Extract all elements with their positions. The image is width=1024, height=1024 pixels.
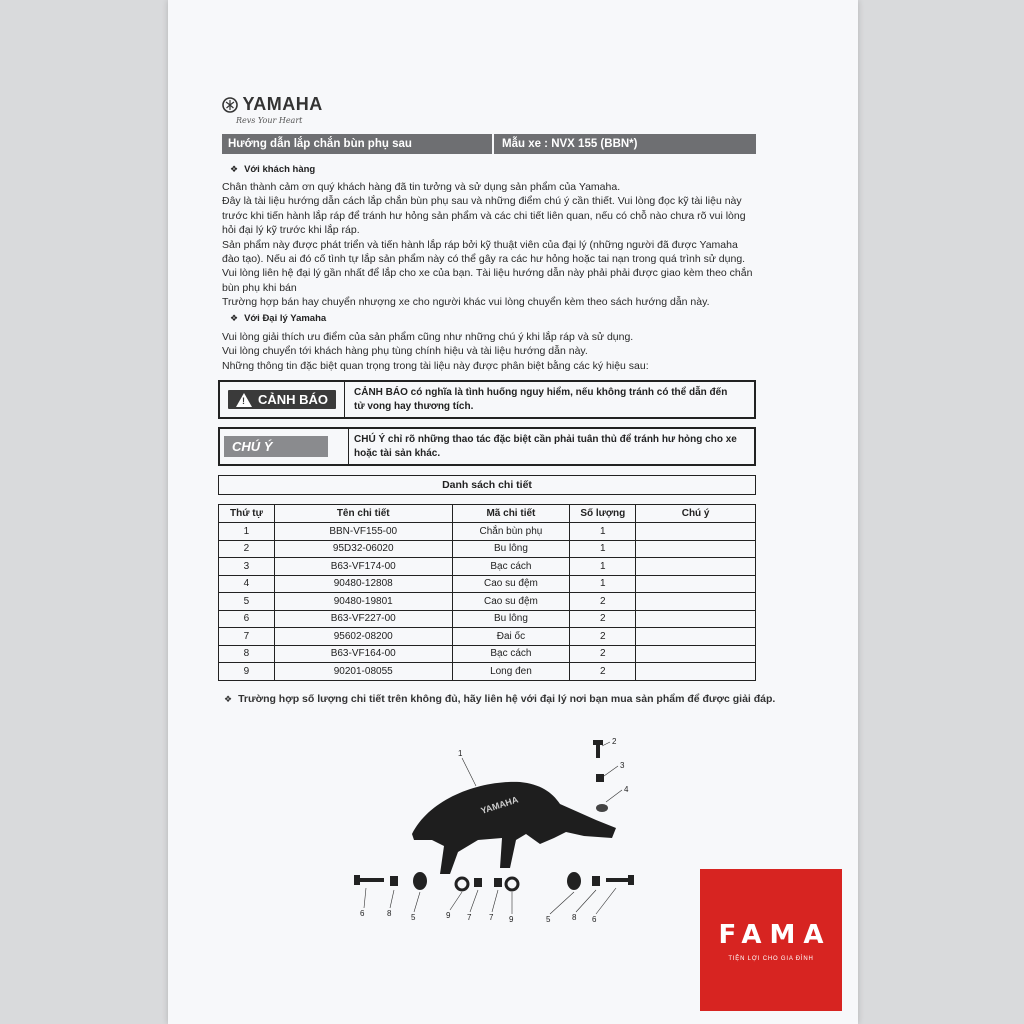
callout-label: 7 [489, 913, 494, 922]
diamond-bullet-icon: ❖ [230, 164, 239, 174]
warning-text: CẢNH BÁO có nghĩa là tình huống nguy hiểm, nếu không tránh có thể dẫn đến tử vong hay thương tích. [354, 387, 728, 412]
text-line: Đây là tài liệu hướng dẫn cách lắp chắn bùn phụ sau và những điểm chú ý cần thiết. Vui lòng đọc kỹ tài liệu này [222, 195, 742, 208]
warning-box [218, 380, 756, 419]
table-row: 1 BBN-VF155-00 Chắn bùn phụ 1 [219, 523, 756, 541]
caution-label-cell [220, 429, 349, 464]
text-line: đào tạo). Nếu ai đó cố tình tự lắp sản phẩm này có thể gây ra các hư hỏng hoặc tai nạn trong quá trình sử dụng. [222, 253, 746, 266]
table-row: 8 B63-VF164-00 Bạc cách 2 [219, 645, 756, 663]
table-row: 3 B63-VF174-00 Bạc cách 1 [219, 558, 756, 576]
fama-name: FAMA [718, 920, 832, 950]
callout-label: 7 [467, 913, 472, 922]
fama-slogan: TIỆN LỢI CHO GIA ĐÌNH [728, 956, 814, 962]
table-header-row [219, 505, 756, 523]
table-row: 7 95602-08200 Đai ốc 2 [219, 628, 756, 646]
callout-label: 5 [411, 913, 416, 922]
parts-list-title: Danh sách chi tiết [218, 475, 756, 495]
caution-text: CHÚ Ý chỉ rõ những thao tác đặc biệt cần phải tuân thủ để tránh hư hỏng cho xe hoặc tài sản khác. [354, 434, 737, 459]
text-line: bùn phụ khi bán [222, 281, 297, 294]
callout-label: 4 [624, 785, 629, 794]
column-header: Tên chi tiết [274, 505, 452, 523]
fama-watermark [700, 869, 842, 1011]
text-line: Trường hợp bán hay chuyển nhượng xe cho người khác vui lòng chuyển kèm theo sách hướng dẫn này. [222, 296, 710, 309]
text-line: Sản phẩm này được phát triển và tiến hành lắp ráp bởi kỹ thuật viên của đại lý (những người đã được Yamaha [222, 238, 738, 251]
fender-brand-text: YAMAHA [479, 794, 520, 816]
text-line: Vui lòng giải thích ưu điểm của sản phẩm cũng như những chú ý khi lắp ráp và sử dụng. [222, 331, 634, 343]
warning-badge: ! CẢNH BÁO [228, 390, 336, 409]
column-header: Số lượng [570, 505, 636, 523]
callout-label: 3 [620, 761, 625, 770]
collar-part [596, 774, 604, 782]
table-row: 5 90480-19801 Cao su đệm 2 [219, 593, 756, 611]
table-row: 9 90201-08055 Long đen 2 [219, 663, 756, 681]
text-line: hỏi đại lý kỹ trước khi lắp ráp. [222, 224, 360, 237]
caution-box [218, 427, 756, 466]
table-row: 2 95D32-06020 Bu lông 1 [219, 540, 756, 558]
exploded-parts-diagram [340, 728, 660, 938]
parts-table [218, 504, 756, 681]
text-line: Những thông tin đặc biệt quan trọng trong tài liệu này được phân biệt bằng các ký hiệu sau: [222, 359, 649, 372]
customer-heading: ❖ Với khách hàng [230, 164, 316, 175]
text-line: trước khi tiến hành lắp ráp để tránh hư hỏng sản phẩm và các chi tiết liên quan, nếu có chỗ nào chưa rõ vui lòng [222, 209, 746, 222]
rubber-damper-part [596, 804, 608, 812]
callout-label: 8 [572, 913, 577, 922]
warning-label-cell [220, 382, 345, 417]
diamond-bullet-icon: ❖ [230, 313, 239, 323]
callout-label: 6 [360, 909, 365, 918]
column-header: Chú ý [636, 505, 756, 523]
dealer-paragraph [222, 330, 762, 373]
yamaha-logo [222, 94, 323, 125]
title-bar [222, 134, 756, 154]
text-line: Vui lòng chuyển tới khách hàng phụ tùng chính hiệu và tài liệu hướng dẫn này. [222, 345, 588, 358]
doc-title: Hướng dẫn lắp chắn bùn phụ sau [222, 134, 494, 154]
callout-label: 9 [509, 915, 514, 924]
table-row: 6 B63-VF227-00 Bu lông 2 [219, 610, 756, 628]
callout-label: 8 [387, 909, 392, 918]
diamond-bullet-icon: ❖ [224, 694, 233, 704]
column-header: Mã chi tiết [452, 505, 570, 523]
tuning-fork-emblem-icon [222, 97, 238, 113]
model-label: Mẫu xe : NVX 155 (BBN*) [502, 138, 638, 150]
text-line: Chân thành cảm ơn quý khách hàng đã tin tưởng và sử dụng sản phẩm của Yamaha. [222, 181, 621, 193]
column-header: Thứ tự [219, 505, 275, 523]
hardware-row [354, 872, 634, 890]
callout-label: 6 [592, 915, 597, 924]
callout-label: 2 [612, 737, 617, 746]
callout-label: 9 [446, 911, 451, 920]
table-row: 4 90480-12808 Cao su đệm 1 [219, 575, 756, 593]
callout-label: 1 [458, 749, 463, 758]
brand-name: YAMAHA [242, 94, 323, 114]
callout-label: 5 [546, 915, 551, 924]
text-line: Vui lòng liên hệ đại lý gần nhất để lắp cho xe của bạn. Tài liệu hướng dẫn này phải phải được giao kèm theo chắn [222, 267, 753, 280]
missing-parts-note: ❖ Trường hợp số lượng chi tiết trên không đủ, hãy liên hệ với đại lý nơi bạn mua sản phẩm để được giải đáp. [224, 693, 776, 705]
customer-paragraph [222, 180, 762, 310]
caution-badge: CHÚ Ý [224, 436, 328, 457]
brand-tagline: Revs Your Heart [236, 116, 303, 125]
dealer-heading: ❖ Với Đại lý Yamaha [230, 313, 327, 324]
warning-triangle-icon: ! [236, 393, 252, 407]
